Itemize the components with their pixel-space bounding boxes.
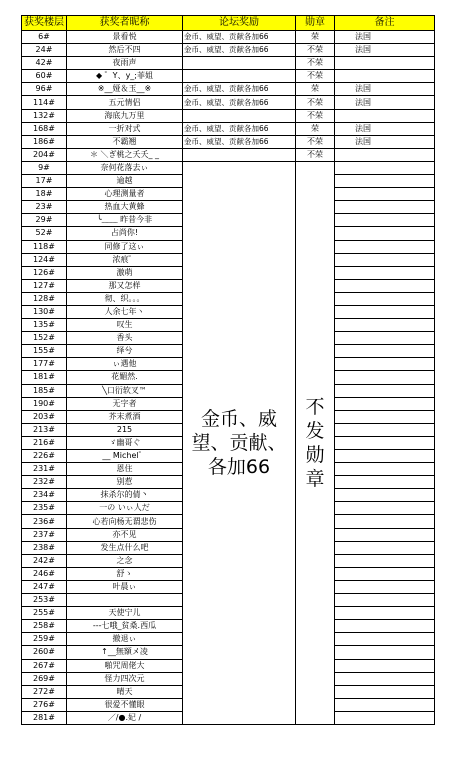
nickname-cell[interactable] (67, 594, 183, 607)
floor-cell[interactable]: 235# (22, 502, 67, 515)
nickname-cell[interactable]: 花媚然. (67, 371, 183, 384)
reward-cell[interactable] (183, 70, 296, 83)
floor-cell[interactable]: 177# (22, 358, 67, 371)
reward-cell[interactable]: 金币、威望、贡献各加66 (183, 96, 296, 109)
table-row[interactable] (22, 135, 435, 148)
header-floor: 获奖楼层 (22, 16, 67, 31)
floor-cell[interactable]: 238# (22, 541, 67, 554)
header-nickname: 获奖者昵称 (67, 16, 183, 31)
floor-cell[interactable]: 226# (22, 450, 67, 463)
floor-cell[interactable]: 269# (22, 672, 67, 685)
nickname-cell[interactable]: 很爱不懂眼 (67, 698, 183, 711)
note-cell[interactable] (335, 358, 435, 371)
nickname-cell[interactable]: 绎兮 (67, 345, 183, 358)
nickname-cell[interactable]: 叹生 (67, 319, 183, 332)
floor-cell[interactable]: 246# (22, 567, 67, 580)
reward-cell[interactable]: 金币、威望、贡献各加66 (183, 44, 296, 57)
floor-cell[interactable]: 6# (22, 31, 67, 44)
floor-cell[interactable]: 204# (22, 148, 67, 161)
reward-cell[interactable] (183, 148, 296, 161)
floor-cell[interactable]: 127# (22, 279, 67, 292)
note-cell[interactable] (335, 109, 435, 122)
floor-cell[interactable]: 130# (22, 305, 67, 318)
reward-cell[interactable]: 金币、威望、贡献各加66 (183, 83, 296, 96)
nickname-cell[interactable]: 那又怎样 (67, 279, 183, 292)
medal-cell[interactable]: 不荣 (296, 70, 335, 83)
medal-cell[interactable]: 不荣 (296, 109, 335, 122)
nickname-cell[interactable]: 怪力四次元 (67, 672, 183, 685)
floor-cell[interactable]: 186# (22, 135, 67, 148)
nickname-cell[interactable]: 热血大黄蜂 (67, 201, 183, 214)
floor-cell[interactable]: 135# (22, 319, 67, 332)
floor-cell[interactable]: 276# (22, 698, 67, 711)
nickname-cell[interactable]: 占尚你! (67, 227, 183, 240)
floor-cell[interactable]: 237# (22, 528, 67, 541)
nickname-cell[interactable]: ╰﹏﹏ 昨昔今非 (67, 214, 183, 227)
note-cell[interactable] (335, 266, 435, 279)
reward-cell[interactable]: 金币、威望、贡献各加66 (183, 31, 296, 44)
table-row[interactable] (22, 109, 435, 122)
note-cell[interactable] (335, 201, 435, 214)
note-cell[interactable] (335, 57, 435, 70)
table-row[interactable] (22, 31, 435, 44)
nickname-cell[interactable]: 芥末煮酒 (67, 410, 183, 423)
floor-cell[interactable]: 267# (22, 659, 67, 672)
reward-cell[interactable]: 金币、威望、贡献各加66 (183, 135, 296, 148)
note-cell[interactable] (335, 567, 435, 580)
note-cell[interactable] (335, 476, 435, 489)
header-medal: 勋章 (296, 16, 335, 31)
nickname-cell[interactable]: ＊ ＼ぎ桃之夭夭_ _ (67, 148, 183, 161)
note-cell[interactable]: 法国 (335, 83, 435, 96)
note-cell[interactable] (335, 292, 435, 305)
floor-cell[interactable]: 18# (22, 188, 67, 201)
nickname-cell[interactable]: __ Michel゜ (67, 450, 183, 463)
floor-cell[interactable]: 281# (22, 711, 67, 724)
floor-cell[interactable]: 52# (22, 227, 67, 240)
nickname-cell[interactable]: ／/●.妃 / (67, 711, 183, 724)
floor-cell[interactable]: 124# (22, 253, 67, 266)
nickname-cell[interactable]: 人余七年ヽ (67, 305, 183, 318)
table-body (22, 31, 435, 725)
nickname-cell[interactable]: 心理测量者 (67, 188, 183, 201)
note-cell[interactable] (335, 489, 435, 502)
floor-cell[interactable]: 29# (22, 214, 67, 227)
nickname-cell[interactable]: ゞ幽哥ぐ (67, 436, 183, 449)
nickname-cell[interactable]: 天使宁儿 (67, 607, 183, 620)
nickname-cell[interactable]: 叶晨ぃ (67, 580, 183, 593)
merged-reward-cell[interactable]: 金币、威望、贡献、各加66 (183, 161, 296, 724)
note-cell[interactable]: 法国 (335, 122, 435, 135)
table-row[interactable] (22, 44, 435, 57)
floor-cell[interactable]: 96# (22, 83, 67, 96)
nickname-cell[interactable]: ↑__無額メ凌 (67, 646, 183, 659)
medal-cell[interactable]: 不荣 (296, 148, 335, 161)
nickname-cell[interactable]: 撤退ぃ (67, 633, 183, 646)
floor-cell[interactable]: 185# (22, 384, 67, 397)
header-note: 备注 (335, 16, 435, 31)
nickname-cell[interactable]: 一折对式 (67, 122, 183, 135)
nickname-cell[interactable]: 奈何花落去ぃ (67, 161, 183, 174)
medal-cell[interactable]: 不荣 (296, 96, 335, 109)
medal-cell[interactable]: 荣 (296, 83, 335, 96)
nickname-cell[interactable]: 五元情侣 (67, 96, 183, 109)
nickname-cell[interactable]: 同修了这ぃ (67, 240, 183, 253)
award-table (21, 15, 435, 725)
nickname-cell[interactable]: ぃ遇他 (67, 358, 183, 371)
nickname-cell[interactable]: 景看悦 (67, 31, 183, 44)
note-cell[interactable] (335, 698, 435, 711)
note-cell[interactable] (335, 515, 435, 528)
floor-cell[interactable]: 42# (22, 57, 67, 70)
nickname-cell[interactable]: 之念 (67, 554, 183, 567)
floor-cell[interactable]: 260# (22, 646, 67, 659)
nickname-cell[interactable]: 逾越 (67, 175, 183, 188)
nickname-cell[interactable]: 亦不见 (67, 528, 183, 541)
note-cell[interactable] (335, 594, 435, 607)
note-cell[interactable] (335, 161, 435, 174)
floor-cell[interactable]: 118# (22, 240, 67, 253)
floor-cell[interactable]: 181# (22, 371, 67, 384)
note-cell[interactable] (335, 214, 435, 227)
floor-cell[interactable]: 259# (22, 633, 67, 646)
nickname-cell[interactable]: 彻、织。。。 (67, 292, 183, 305)
floor-cell[interactable]: 253# (22, 594, 67, 607)
medal-cell[interactable]: 荣 (296, 122, 335, 135)
note-cell[interactable] (335, 70, 435, 83)
note-cell[interactable] (335, 305, 435, 318)
nickname-cell[interactable]: 发生点什么吧 (67, 541, 183, 554)
note-cell[interactable] (335, 332, 435, 345)
note-cell[interactable] (335, 711, 435, 724)
note-cell[interactable] (335, 371, 435, 384)
note-cell[interactable] (335, 345, 435, 358)
note-cell[interactable] (335, 319, 435, 332)
note-cell[interactable] (335, 541, 435, 554)
note-cell[interactable] (335, 528, 435, 541)
note-cell[interactable] (335, 580, 435, 593)
nickname-cell[interactable]: 无字者 (67, 397, 183, 410)
nickname-cell[interactable]: 夜雨声 (67, 57, 183, 70)
nickname-cell[interactable]: ---七哦_贫桑.西瓜 (67, 620, 183, 633)
note-cell[interactable] (335, 253, 435, 266)
nickname-cell[interactable]: 心若向杨无谓悲伤 (67, 515, 183, 528)
note-cell[interactable] (335, 240, 435, 253)
floor-cell[interactable]: 17# (22, 175, 67, 188)
note-cell[interactable] (335, 646, 435, 659)
note-cell[interactable]: 法国 (335, 96, 435, 109)
note-cell[interactable]: 法国 (335, 135, 435, 148)
floor-cell[interactable]: 216# (22, 436, 67, 449)
note-cell[interactable] (335, 188, 435, 201)
nickname-cell[interactable]: 啪咒周佬大 (67, 659, 183, 672)
nickname-cell[interactable]: 激萌 (67, 266, 183, 279)
note-cell[interactable] (335, 423, 435, 436)
floor-cell[interactable]: 152# (22, 332, 67, 345)
floor-cell[interactable]: 126# (22, 266, 67, 279)
note-cell[interactable] (335, 175, 435, 188)
table-row[interactable] (22, 148, 435, 161)
table-row[interactable] (22, 57, 435, 70)
floor-cell[interactable]: 247# (22, 580, 67, 593)
medal-cell[interactable]: 不荣 (296, 44, 335, 57)
note-cell[interactable] (335, 410, 435, 423)
floor-cell[interactable]: 9# (22, 161, 67, 174)
nickname-cell[interactable]: 香头 (67, 332, 183, 345)
note-cell[interactable] (335, 607, 435, 620)
merged-medal-cell[interactable]: 不发勋章 (296, 161, 335, 724)
reward-cell[interactable]: 金币、威望、贡献各加66 (183, 122, 296, 135)
note-cell[interactable] (335, 148, 435, 161)
nickname-cell[interactable]: 别惹 (67, 476, 183, 489)
table-row[interactable] (22, 122, 435, 135)
medal-cell[interactable]: 荣 (296, 31, 335, 44)
nickname-cell[interactable]: 浓痕゜ (67, 253, 183, 266)
medal-cell[interactable]: 不荣 (296, 135, 335, 148)
note-cell[interactable] (335, 554, 435, 567)
nickname-cell[interactable]: ◆ ゜Y、y_;菲姐 (67, 70, 183, 83)
floor-cell[interactable]: 23# (22, 201, 67, 214)
floor-cell[interactable]: 234# (22, 489, 67, 502)
note-cell[interactable] (335, 633, 435, 646)
nickname-cell[interactable]: 然后不四 (67, 44, 183, 57)
floor-cell[interactable]: 128# (22, 292, 67, 305)
nickname-cell[interactable]: 215 (67, 423, 183, 436)
medal-cell[interactable]: 不荣 (296, 57, 335, 70)
floor-cell[interactable]: 132# (22, 109, 67, 122)
note-cell[interactable] (335, 502, 435, 515)
spreadsheet (21, 15, 435, 725)
nickname-cell[interactable]: 恩住 (67, 463, 183, 476)
note-cell[interactable] (335, 685, 435, 698)
floor-cell[interactable]: 203# (22, 410, 67, 423)
nickname-cell[interactable]: 不霸翘 (67, 135, 183, 148)
table-row[interactable] (22, 96, 435, 109)
reward-cell[interactable] (183, 57, 296, 70)
note-cell[interactable] (335, 227, 435, 240)
table-row[interactable] (22, 161, 435, 174)
floor-cell[interactable]: 168# (22, 122, 67, 135)
nickname-cell[interactable]: 晴天 (67, 685, 183, 698)
nickname-cell[interactable]: 海底九万里 (67, 109, 183, 122)
floor-cell[interactable]: 155# (22, 345, 67, 358)
nickname-cell[interactable]: 舒ゝ (67, 567, 183, 580)
nickname-cell[interactable]: 一の いぃ人だ (67, 502, 183, 515)
note-cell[interactable] (335, 672, 435, 685)
note-cell[interactable] (335, 436, 435, 449)
nickname-cell[interactable]: 抹杀尔的倩丶 (67, 489, 183, 502)
note-cell[interactable] (335, 463, 435, 476)
header-row (22, 16, 435, 31)
floor-cell[interactable]: 255# (22, 607, 67, 620)
note-cell[interactable]: 法国 (335, 44, 435, 57)
table-row[interactable] (22, 70, 435, 83)
note-cell[interactable] (335, 620, 435, 633)
header-reward: 论坛奖励 (183, 16, 296, 31)
floor-cell[interactable]: 236# (22, 515, 67, 528)
nickname-cell[interactable]: ※__娅＆玉__※ (67, 83, 183, 96)
floor-cell[interactable]: 258# (22, 620, 67, 633)
floor-cell[interactable]: 232# (22, 476, 67, 489)
table-row[interactable] (22, 83, 435, 96)
floor-cell[interactable]: 231# (22, 463, 67, 476)
note-cell[interactable] (335, 279, 435, 292)
floor-cell[interactable]: 242# (22, 554, 67, 567)
note-cell[interactable] (335, 450, 435, 463)
note-cell[interactable] (335, 384, 435, 397)
note-cell[interactable]: 法国 (335, 31, 435, 44)
floor-cell[interactable]: 24# (22, 44, 67, 57)
reward-cell[interactable] (183, 109, 296, 122)
floor-cell[interactable]: 190# (22, 397, 67, 410)
note-cell[interactable] (335, 659, 435, 672)
floor-cell[interactable]: 114# (22, 96, 67, 109)
floor-cell[interactable]: 272# (22, 685, 67, 698)
floor-cell[interactable]: 213# (22, 423, 67, 436)
nickname-cell[interactable]: ╲口衍软叉™ (67, 384, 183, 397)
note-cell[interactable] (335, 397, 435, 410)
floor-cell[interactable]: 60# (22, 70, 67, 83)
